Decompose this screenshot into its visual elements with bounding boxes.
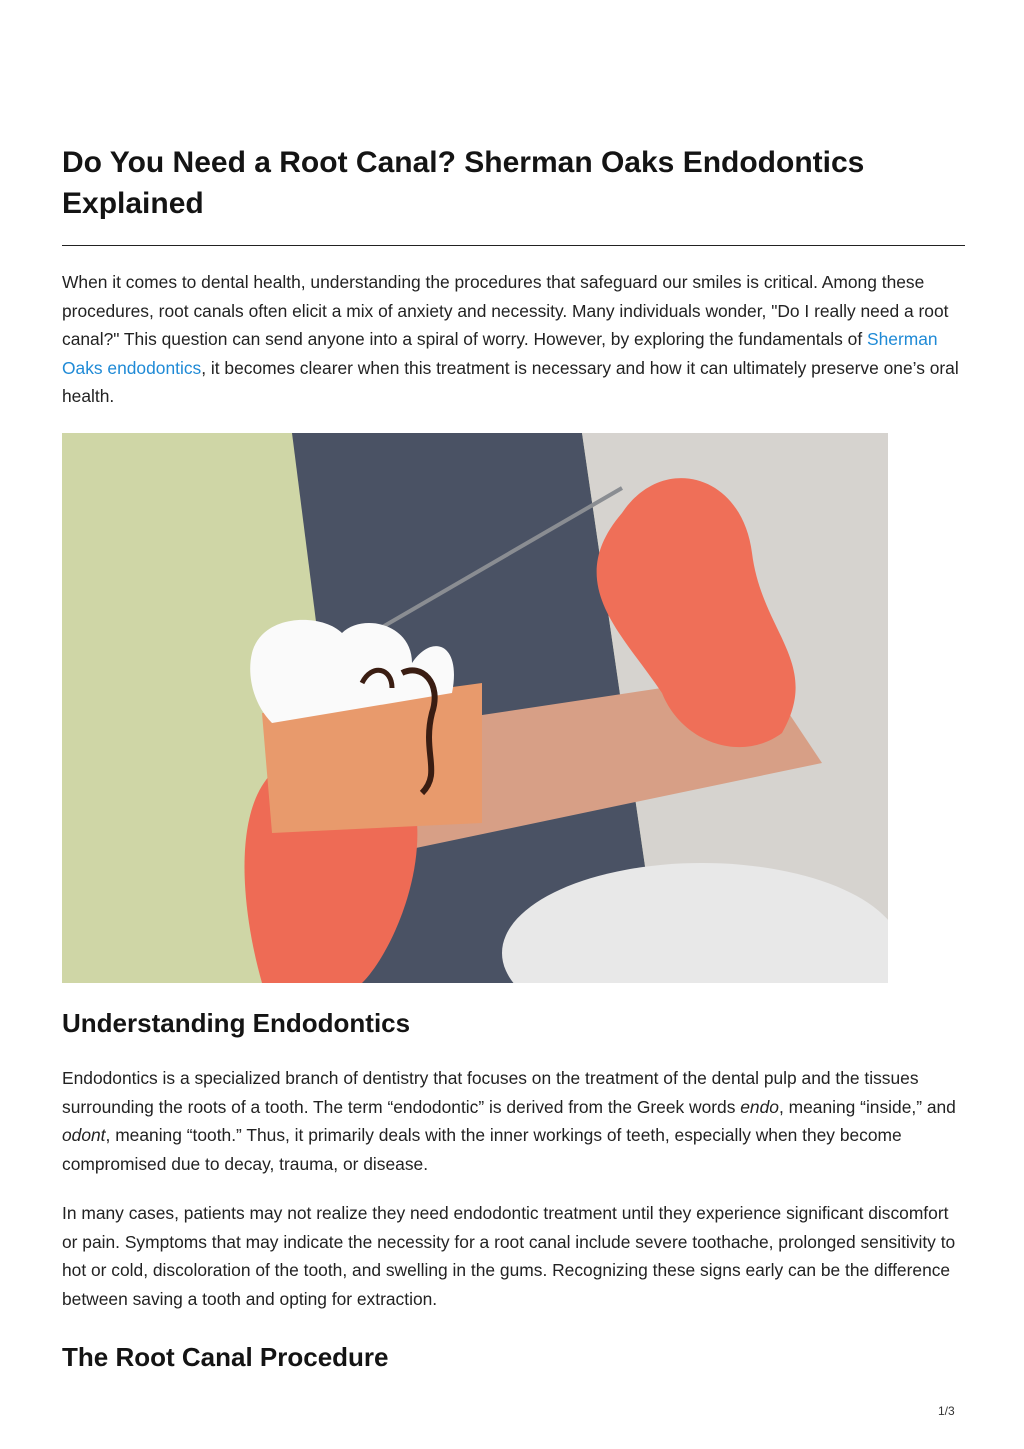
intro-text-end: , it becomes clearer when this treatment is necessary and how it can ultimately preserve one’s oral health. (62, 357, 959, 407)
article-title: Do You Need a Root Canal? Sherman Oaks Endodontics Explained (62, 146, 865, 220)
dental-model-photo (62, 433, 888, 983)
tooth-model-illustration (62, 433, 888, 983)
endo-text-a: Endodontics is a specialized branch of dentistry that focuses on the treatment of the dental pulp and the tissues surrounding the roots of a tooth. The term “endodontic” is derived from the Greek words (62, 1068, 919, 1117)
page-number: 1/3 (938, 1404, 955, 1418)
intro-text-start: When it comes to dental health, understanding the procedures that safeguard our smiles is critical. Among these procedures, root canals often elicit a mix of anxiety and necessity. Many individuals wonder, "Do I really need a root canal?" This question can send anyone into a spiral of worry. However, by exploring the fundamentals of (62, 272, 949, 350)
sherman-oaks-endodontics-link[interactable]: Sherman Oaks endodontics (62, 329, 938, 378)
endo-text-c: , meaning “tooth.” Thus, it primarily deals with the inner workings of teeth, especially when they become compromised due to decay, trauma, or disease. (62, 1125, 902, 1174)
endodontics-paragraph-1 (62, 1064, 962, 1178)
endo-term: endo (740, 1096, 779, 1117)
endo-text-b: , meaning “inside,” and (778, 1096, 956, 1117)
section-heading-root-canal-procedure: The Root Canal Procedure (62, 1342, 389, 1372)
section-heading-understanding-endodontics: Understanding Endodontics (62, 1008, 411, 1038)
intro-paragraph (62, 268, 962, 411)
endodontics-paragraph-2: In many cases, patients may not realize they need endodontic treatment until they experience significant discomfort or pain. Symptoms that may indicate the necessity for a root canal include severe toothache, prolonged sensitivity to hot or cold, discoloration of the tooth, and swelling in the gums. Recognizing these signs early can be the difference between saving a tooth and opting for extraction. (62, 1203, 956, 1309)
title-divider (62, 245, 965, 246)
odont-term: odont (62, 1125, 106, 1146)
